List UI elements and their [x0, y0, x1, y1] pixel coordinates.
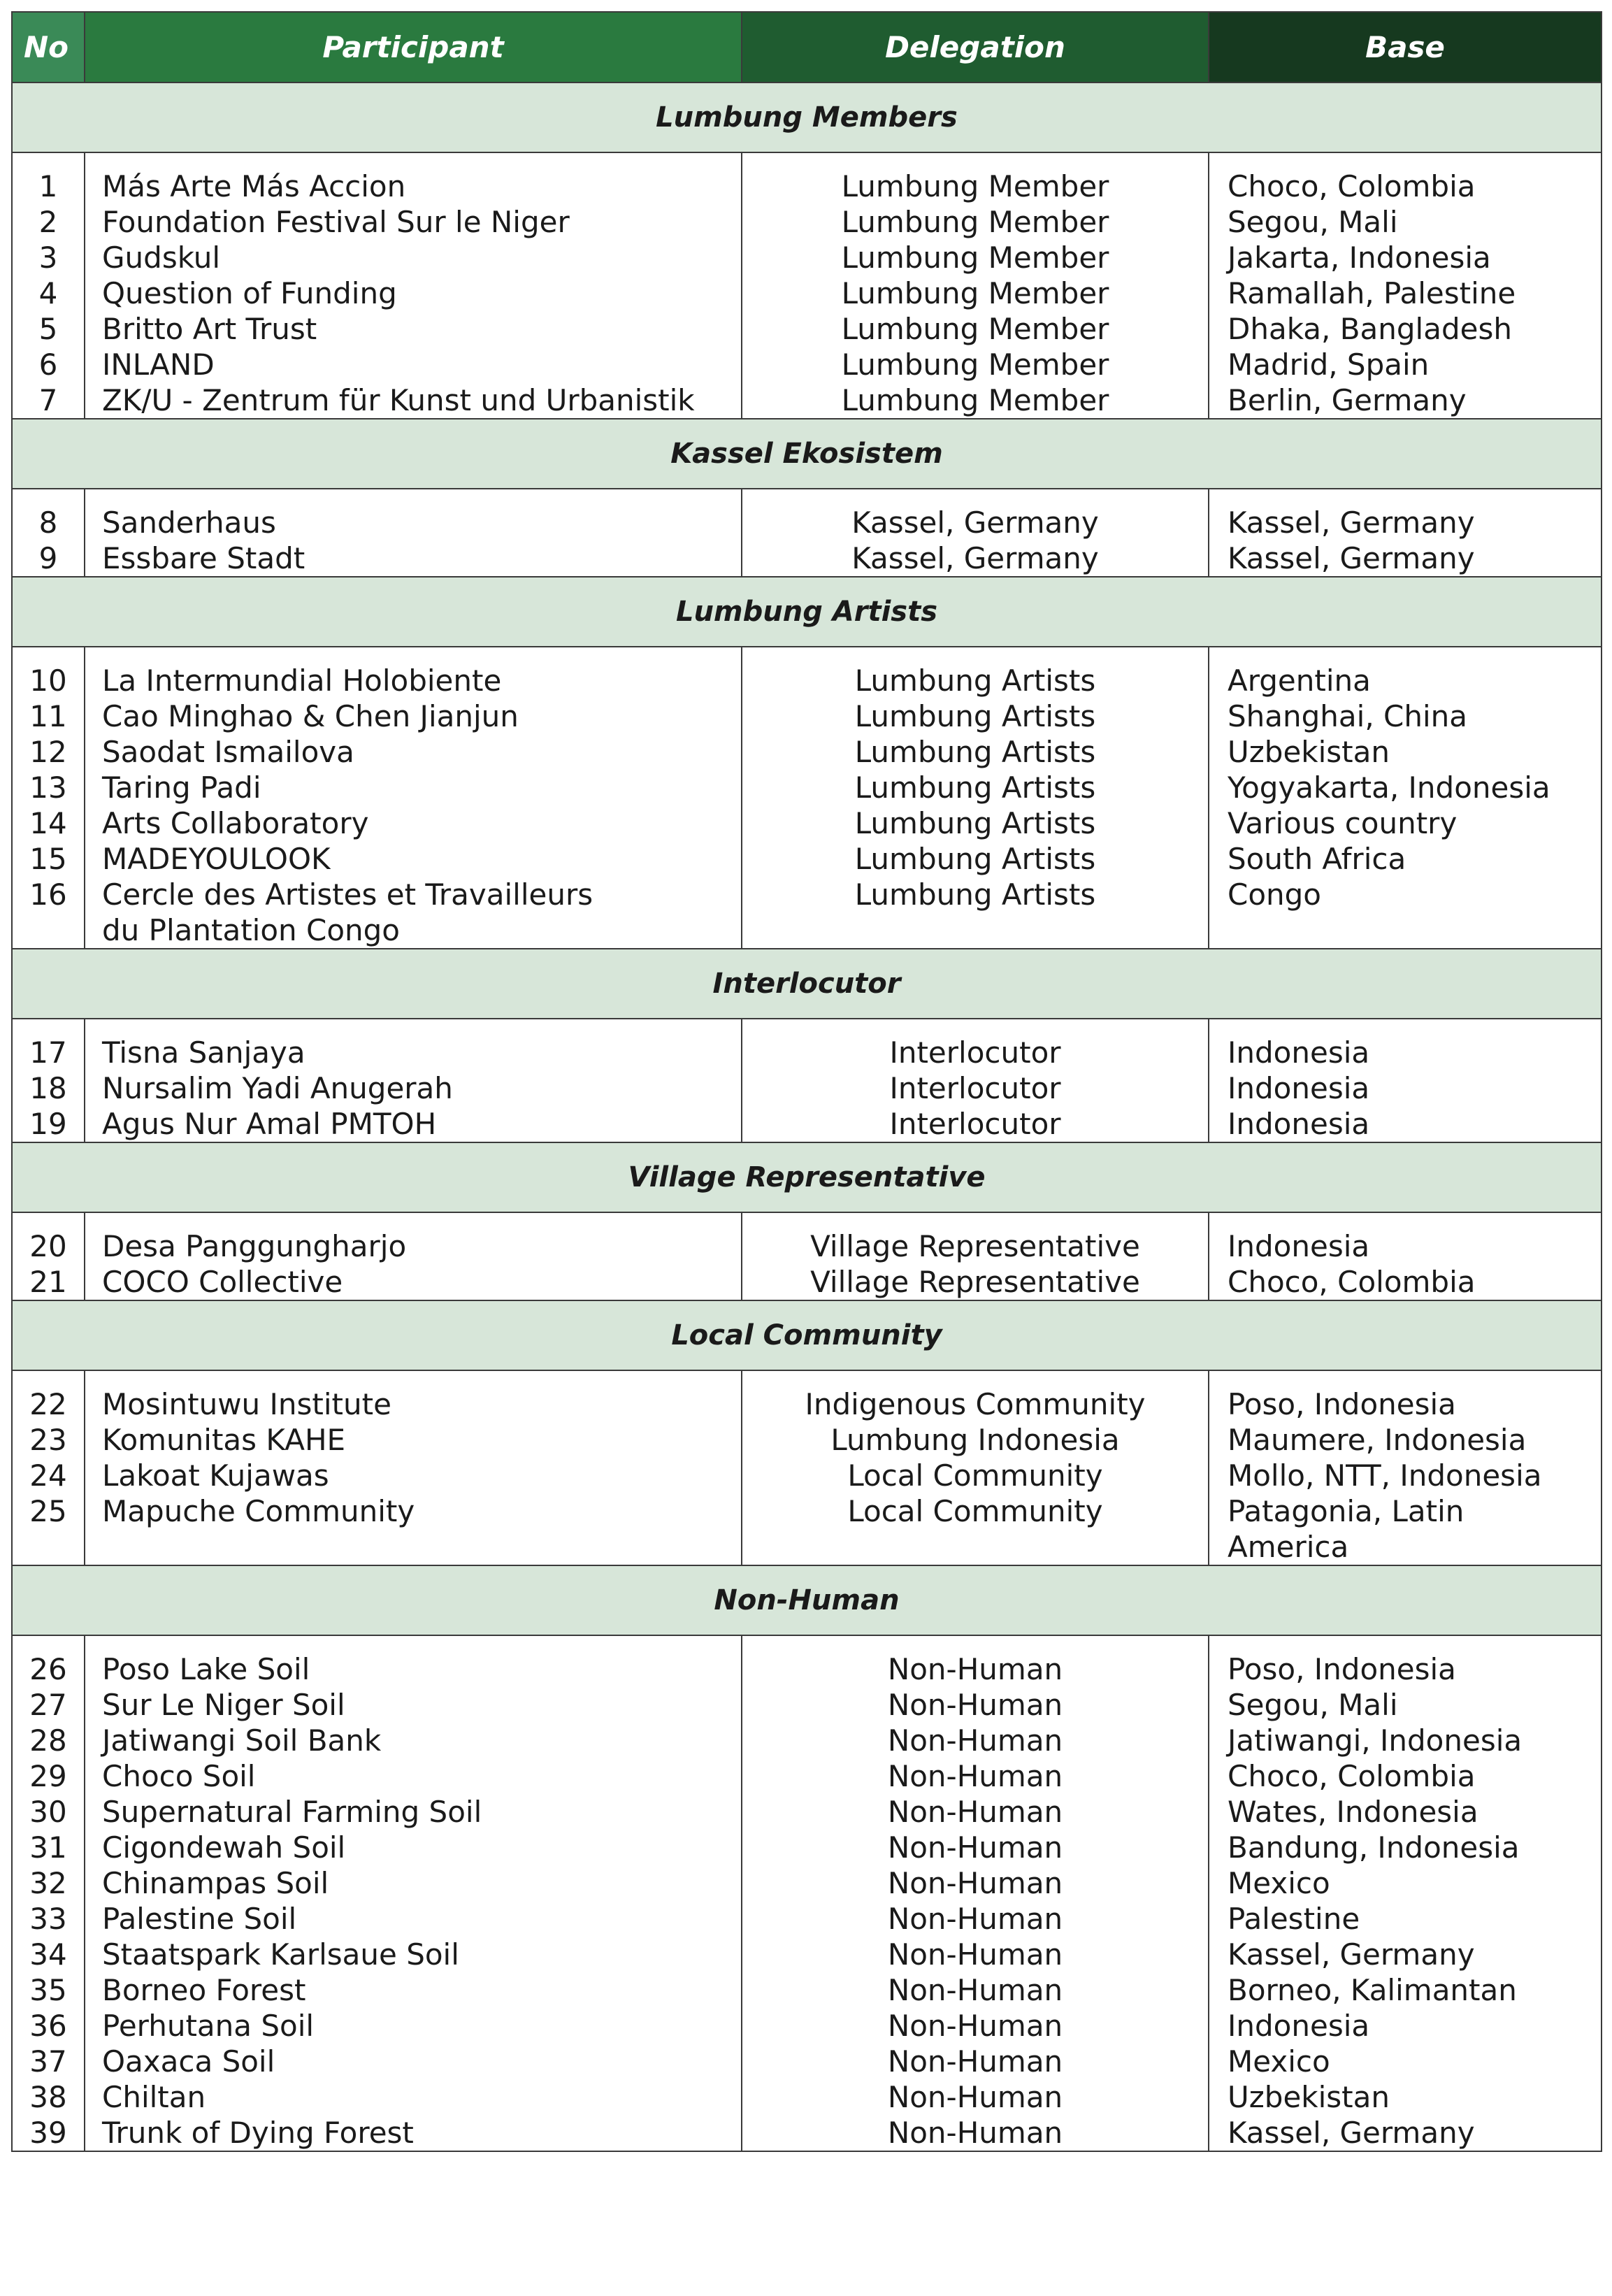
- number-line: 21: [29, 1265, 67, 1299]
- number-line: 32: [29, 1866, 67, 1900]
- participant-line: Cao Minghao & Chen Jianjun: [102, 699, 519, 733]
- base-line: Maumere, Indonesia: [1228, 1423, 1527, 1457]
- number-line: 24: [29, 1458, 67, 1493]
- participant-line: Lakoat Kujawas: [102, 1458, 329, 1493]
- base-line: Poso, Indonesia: [1228, 1652, 1456, 1686]
- participant-line: Gudskul: [102, 241, 221, 275]
- delegation-line: Lumbung Artists: [854, 699, 1096, 733]
- participant-line: Agus Nur Amal PMTOH: [102, 1107, 437, 1141]
- participant-line: Trunk of Dying Forest: [102, 2116, 414, 2150]
- delegation-line: Lumbung Artists: [854, 770, 1096, 805]
- number-line: 9: [38, 541, 58, 575]
- number-line: 23: [29, 1423, 67, 1457]
- delegation-line: Non-Human: [887, 2009, 1063, 2043]
- delegation-line: Lumbung Artists: [854, 663, 1096, 698]
- section-body-row: [12, 1212, 1602, 1300]
- delegation-cell: [742, 647, 1209, 949]
- section-body-row: [12, 1370, 1602, 1565]
- number-line: 33: [29, 1902, 67, 1936]
- participant-line: ZK/U - Zentrum für Kunst und Urbanistik: [102, 383, 695, 417]
- number-line: 1: [38, 169, 58, 203]
- base-line: America: [1228, 1530, 1349, 1564]
- delegation-line: Non-Human: [887, 1902, 1063, 1936]
- base-line: Jakarta, Indonesia: [1228, 241, 1491, 275]
- base-line: Borneo, Kalimantan: [1228, 1973, 1517, 2007]
- number-line: 12: [29, 735, 67, 769]
- delegation-line: Lumbung Member: [841, 205, 1109, 239]
- delegation-line: Non-Human: [887, 2116, 1063, 2150]
- header-row: [12, 12, 1602, 82]
- number-line: 5: [38, 312, 58, 346]
- participant-line: INLAND: [102, 347, 215, 382]
- number-line: 37: [29, 2044, 67, 2079]
- base-line: Jatiwangi, Indonesia: [1228, 1723, 1523, 1758]
- base-line: Wates, Indonesia: [1228, 1795, 1478, 1829]
- base-line: Indonesia: [1228, 1107, 1370, 1141]
- base-line: Segou, Mali: [1228, 205, 1398, 239]
- delegation-line: Village Representative: [810, 1265, 1140, 1299]
- number-line: 13: [29, 770, 67, 805]
- delegation-line: Non-Human: [887, 1688, 1063, 1722]
- base-cell: [1209, 1370, 1602, 1565]
- number-cell: [12, 152, 85, 419]
- base-line: South Africa: [1228, 842, 1406, 876]
- base-line: Kassel, Germany: [1228, 505, 1475, 540]
- delegation-cell: [742, 1212, 1209, 1300]
- participant-line: Cigondewah Soil: [102, 1830, 346, 1865]
- section-header-row: [12, 1300, 1602, 1370]
- delegation-line: Lumbung Member: [841, 276, 1109, 310]
- participant-line: Perhutana Soil: [102, 2009, 315, 2043]
- delegation-line: Local Community: [847, 1458, 1103, 1493]
- number-line: 18: [29, 1071, 67, 1105]
- number-line: 4: [38, 276, 58, 310]
- participant-line: COCO Collective: [102, 1265, 343, 1299]
- delegation-line: Village Representative: [810, 1229, 1140, 1263]
- number-cell: [12, 647, 85, 949]
- delegation-line: Lumbung Artists: [854, 842, 1096, 876]
- participant-cell: [85, 489, 742, 577]
- section-title: Kassel Ekosistem: [12, 419, 1602, 489]
- base-line: Kassel, Germany: [1228, 2116, 1475, 2150]
- delegation-line: Lumbung Member: [841, 312, 1109, 346]
- participant-line: Nursalim Yadi Anugerah: [102, 1071, 453, 1105]
- base-cell: [1209, 1019, 1602, 1142]
- number-line: 16: [29, 877, 67, 912]
- participant-cell: [85, 1370, 742, 1565]
- number-cell: [12, 1212, 85, 1300]
- delegation-line: Interlocutor: [889, 1071, 1061, 1105]
- delegation-line: Non-Human: [887, 1795, 1063, 1829]
- participant-line: Borneo Forest: [102, 1973, 306, 2007]
- delegation-line: Non-Human: [887, 1830, 1063, 1865]
- participant-line: Jatiwangi Soil Bank: [102, 1723, 382, 1758]
- delegation-line: Non-Human: [887, 1866, 1063, 1900]
- participant-line: Palestine Soil: [102, 1902, 297, 1936]
- participant-line: Choco Soil: [102, 1759, 256, 1793]
- number-line: 11: [29, 699, 67, 733]
- participant-cell: [85, 1635, 742, 2151]
- participant-line: Desa Panggungharjo: [102, 1229, 407, 1263]
- base-line: Indonesia: [1228, 1071, 1370, 1105]
- header-participant: Participant: [85, 12, 742, 82]
- number-line: 17: [29, 1035, 67, 1070]
- base-line: Various country: [1228, 806, 1458, 840]
- base-line: Congo: [1228, 877, 1321, 912]
- base-line: Patagonia, Latin: [1228, 1494, 1465, 1528]
- number-line: 3: [38, 241, 58, 275]
- delegation-line: Non-Human: [887, 1973, 1063, 2007]
- number-line: 10: [29, 663, 67, 698]
- base-line: Yogyakarta, Indonesia: [1228, 770, 1550, 805]
- delegation-cell: [742, 1635, 1209, 2151]
- number-line: 22: [29, 1387, 67, 1421]
- base-line: Mexico: [1228, 2044, 1330, 2079]
- delegation-line: Kassel, Germany: [851, 541, 1099, 575]
- participant-line: Komunitas KAHE: [102, 1423, 346, 1457]
- section-title: Village Representative: [12, 1142, 1602, 1212]
- participant-line: Staatspark Karlsaue Soil: [102, 1937, 459, 1972]
- participant-line: Poso Lake Soil: [102, 1652, 310, 1686]
- participant-line: Sur Le Niger Soil: [102, 1688, 345, 1722]
- participant-line: Saodat Ismailova: [102, 735, 354, 769]
- participant-line: Más Arte Más Accion: [102, 169, 406, 203]
- base-line: Indonesia: [1228, 2009, 1370, 2043]
- base-line: Mollo, NTT, Indonesia: [1228, 1458, 1542, 1493]
- delegation-cell: [742, 1370, 1209, 1565]
- delegation-cell: [742, 489, 1209, 577]
- participant-line: Cercle des Artistes et Travailleurs: [102, 877, 593, 912]
- section-header-row: [12, 949, 1602, 1019]
- base-line: Poso, Indonesia: [1228, 1387, 1456, 1421]
- base-line: Segou, Mali: [1228, 1688, 1398, 1722]
- participant-line: Mosintuwu Institute: [102, 1387, 391, 1421]
- delegation-line: Non-Human: [887, 1723, 1063, 1758]
- number-line: 35: [29, 1973, 67, 2007]
- delegation-line: Lumbung Artists: [854, 877, 1096, 912]
- number-line: 20: [29, 1229, 67, 1263]
- base-line: Dhaka, Bangladesh: [1228, 312, 1512, 346]
- delegation-line: Interlocutor: [889, 1035, 1061, 1070]
- participant-line: Arts Collaboratory: [102, 806, 369, 840]
- participant-line: La Intermundial Holobiente: [102, 663, 502, 698]
- delegation-line: Lumbung Artists: [854, 735, 1096, 769]
- delegation-line: Non-Human: [887, 2044, 1063, 2079]
- participant-line: Oaxaca Soil: [102, 2044, 275, 2079]
- number-cell: [12, 1635, 85, 2151]
- participant-cell: [85, 1212, 742, 1300]
- number-line: 2: [38, 205, 58, 239]
- base-line: Uzbekistan: [1228, 2080, 1390, 2114]
- delegation-line: Non-Human: [887, 1759, 1063, 1793]
- base-line: Madrid, Spain: [1228, 347, 1430, 382]
- participant-line: Mapuche Community: [102, 1494, 415, 1528]
- base-line: Choco, Colombia: [1228, 1759, 1476, 1793]
- base-line: Mexico: [1228, 1866, 1330, 1900]
- delegation-line: Non-Human: [887, 2080, 1063, 2114]
- number-line: 19: [29, 1107, 67, 1141]
- delegation-line: Non-Human: [887, 1652, 1063, 1686]
- section-body-row: [12, 1019, 1602, 1142]
- number-cell: [12, 1019, 85, 1142]
- number-line: 29: [29, 1759, 67, 1793]
- section-title: Non-Human: [12, 1565, 1602, 1635]
- section-header-row: [12, 1142, 1602, 1212]
- participant-cell: [85, 152, 742, 419]
- delegation-cell: [742, 1019, 1209, 1142]
- header-no: No: [12, 12, 85, 82]
- number-line: 14: [29, 806, 67, 840]
- participant-line: Question of Funding: [102, 276, 397, 310]
- participant-line: Supernatural Farming Soil: [102, 1795, 482, 1829]
- base-line: Bandung, Indonesia: [1228, 1830, 1520, 1865]
- participant-cell: [85, 1019, 742, 1142]
- section-title: Interlocutor: [12, 949, 1602, 1019]
- number-line: 6: [38, 347, 58, 382]
- section-header-row: [12, 1565, 1602, 1635]
- section-title: Local Community: [12, 1300, 1602, 1370]
- number-line: 34: [29, 1937, 67, 1972]
- section-header-row: [12, 82, 1602, 152]
- base-line: Argentina: [1228, 663, 1371, 698]
- section-title: Lumbung Members: [12, 82, 1602, 152]
- number-line: 39: [29, 2116, 67, 2150]
- section-header-row: [12, 419, 1602, 489]
- delegation-line: Local Community: [847, 1494, 1103, 1528]
- base-line: Ramallah, Palestine: [1228, 276, 1516, 310]
- base-line: Indonesia: [1228, 1229, 1370, 1263]
- section-header-row: [12, 577, 1602, 647]
- delegation-line: Non-Human: [887, 1937, 1063, 1972]
- section-body-row: [12, 489, 1602, 577]
- base-cell: [1209, 647, 1602, 949]
- section-title: Lumbung Artists: [12, 577, 1602, 647]
- base-line: Uzbekistan: [1228, 735, 1390, 769]
- number-line: 38: [29, 2080, 67, 2114]
- base-cell: [1209, 1635, 1602, 2151]
- participant-line: Essbare Stadt: [102, 541, 305, 575]
- base-line: Shanghai, China: [1228, 699, 1467, 733]
- participant-line: Taring Padi: [102, 770, 261, 805]
- base-line: Berlin, Germany: [1228, 383, 1467, 417]
- participant-cell: [85, 647, 742, 949]
- number-line: 25: [29, 1494, 67, 1528]
- number-line: 31: [29, 1830, 67, 1865]
- participant-line: Britto Art Trust: [102, 312, 317, 346]
- delegation-line: Lumbung Member: [841, 347, 1109, 382]
- participant-line: MADEYOULOOK: [102, 842, 331, 876]
- base-cell: [1209, 152, 1602, 419]
- delegation-line: Lumbung Artists: [854, 806, 1096, 840]
- table-body: [12, 82, 1602, 2151]
- number-line: 36: [29, 2009, 67, 2043]
- number-line: 8: [38, 505, 58, 540]
- number-line: 27: [29, 1688, 67, 1722]
- base-line: Palestine: [1228, 1902, 1360, 1936]
- delegation-line: Lumbung Member: [841, 383, 1109, 417]
- number-cell: [12, 1370, 85, 1565]
- section-body-row: [12, 152, 1602, 419]
- base-line: Kassel, Germany: [1228, 541, 1475, 575]
- number-line: 15: [29, 842, 67, 876]
- section-body-row: [12, 647, 1602, 949]
- participant-line: Foundation Festival Sur le Niger: [102, 205, 570, 239]
- base-cell: [1209, 1212, 1602, 1300]
- number-line: 30: [29, 1795, 67, 1829]
- delegation-cell: [742, 152, 1209, 419]
- base-cell: [1209, 489, 1602, 577]
- participant-line: du Plantation Congo: [102, 913, 400, 947]
- participant-line: Tisna Sanjaya: [102, 1035, 305, 1070]
- base-line: Choco, Colombia: [1228, 169, 1476, 203]
- delegation-line: Interlocutor: [889, 1107, 1061, 1141]
- participant-line: Chinampas Soil: [102, 1866, 329, 1900]
- participant-line: Sanderhaus: [102, 505, 276, 540]
- delegation-line: Kassel, Germany: [851, 505, 1099, 540]
- participant-line: Chiltan: [102, 2080, 206, 2114]
- delegation-line: Lumbung Member: [841, 169, 1109, 203]
- participants-table: [11, 11, 1602, 2152]
- number-line: 28: [29, 1723, 67, 1758]
- header-delegation: Delegation: [742, 12, 1209, 82]
- base-line: Kassel, Germany: [1228, 1937, 1475, 1972]
- number-line: 7: [38, 383, 58, 417]
- number-cell: [12, 489, 85, 577]
- delegation-line: Lumbung Indonesia: [830, 1423, 1120, 1457]
- base-line: Choco, Colombia: [1228, 1265, 1476, 1299]
- section-body-row: [12, 1635, 1602, 2151]
- base-line: Indonesia: [1228, 1035, 1370, 1070]
- number-line: 26: [29, 1652, 67, 1686]
- header-base: Base: [1209, 12, 1602, 82]
- delegation-line: Indigenous Community: [805, 1387, 1146, 1421]
- delegation-line: Lumbung Member: [841, 241, 1109, 275]
